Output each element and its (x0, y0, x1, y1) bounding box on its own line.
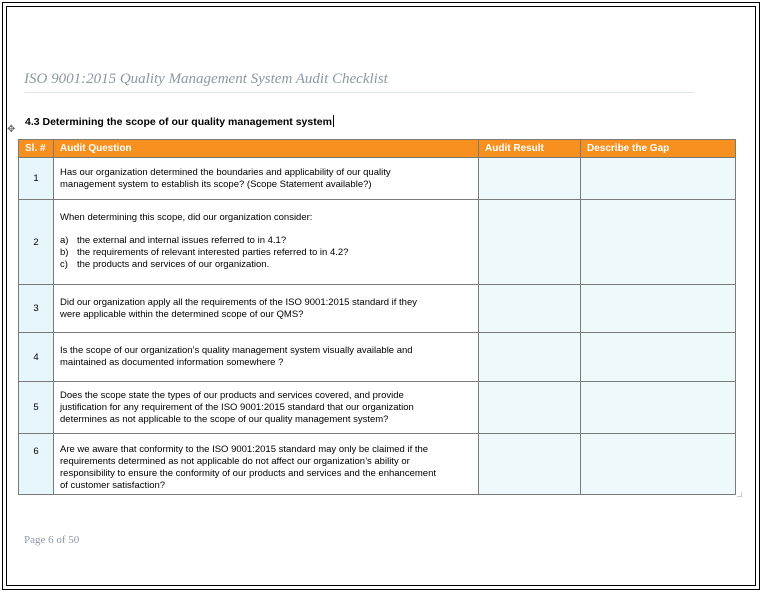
question-line: Is the scope of our organization’s quality management system visually available and (60, 345, 413, 356)
audit-result-cell[interactable] (479, 285, 581, 333)
question-line: justification for any requirement of the ISO 9001:2015 standard that our organization (60, 401, 414, 413)
question-cell[interactable] (54, 434, 479, 495)
gap-description-cell[interactable] (581, 382, 736, 434)
row-number: 2 (19, 200, 54, 285)
option-label: c) (60, 259, 68, 270)
question-line: management system to establish its scope? (Scope Statement available?) (60, 178, 372, 190)
question-line: Has our organization determined the boundaries and applicability of our quality (60, 166, 391, 178)
section-heading[interactable] (25, 115, 334, 128)
row-number: 6 (19, 434, 54, 495)
question-line: were applicable within the determined scope of our QMS? (60, 308, 304, 320)
option-label: a) (60, 235, 69, 246)
question-cell[interactable] (54, 158, 479, 200)
audit-result-cell[interactable] (479, 200, 581, 285)
text-cursor-icon (333, 115, 334, 127)
audit-result-cell[interactable] (479, 434, 581, 495)
question-line: When determining this scope, did our organization consider: (60, 212, 313, 223)
question-line: Did our organization apply all the requirements of the ISO 9001:2015 standard if they (60, 296, 417, 308)
section-heading-text: 4.3 Determining the scope of our quality management system (25, 116, 332, 128)
question-line: requirements determined as not applicable do not affect our organization’s ability or (60, 456, 410, 467)
title-divider (24, 92, 694, 93)
question-option (60, 259, 472, 271)
gap-description-cell[interactable] (581, 333, 736, 382)
question-line: Does the scope state the types of our products and services covered, and provide (60, 389, 404, 401)
question-option (60, 235, 472, 247)
gap-description-cell[interactable] (581, 200, 736, 285)
audit-result-cell[interactable] (479, 382, 581, 434)
audit-result-cell[interactable] (479, 333, 581, 382)
question-cell[interactable] (54, 333, 479, 382)
question-line: of customer satisfaction? (60, 480, 166, 491)
option-text: the products and services of our organization. (77, 259, 270, 270)
option-text: the requirements of relevant interested parties referred to in 4.2? (77, 247, 349, 258)
question-cell[interactable] (54, 382, 479, 434)
question-line: responsibility to ensure the conformity of our products and services and the enhancement (60, 468, 436, 479)
header-result: Audit Result (479, 140, 581, 158)
header-question: Audit Question (54, 140, 479, 158)
header-gap: Describe the Gap (581, 140, 736, 158)
question-option (60, 247, 472, 259)
table-row (19, 434, 736, 495)
row-number: 4 (19, 333, 54, 382)
table-row (19, 158, 736, 200)
table-row (19, 200, 736, 285)
page-number: Page 6 of 50 (24, 534, 80, 546)
table-move-handle-icon[interactable]: ✥ (7, 124, 16, 135)
table-header-row (19, 140, 736, 158)
question-line: determines as not applicable to the scope of our quality management system? (60, 413, 389, 425)
header-number: Sl. # (19, 140, 54, 158)
gap-description-cell[interactable] (581, 285, 736, 333)
question-line: Are we aware that conformity to the ISO 9001:2015 standard may only be claimed if the (60, 444, 429, 455)
row-number: 3 (19, 285, 54, 333)
question-cell[interactable] (54, 200, 479, 285)
table-row (19, 333, 736, 382)
table-row (19, 382, 736, 434)
question-line: maintained as documented information somewhere ? (60, 357, 284, 368)
question-cell[interactable] (54, 285, 479, 333)
option-text: the external and internal issues referred to in 4.1? (77, 235, 287, 246)
table-row (19, 285, 736, 333)
row-number: 5 (19, 382, 54, 434)
gap-description-cell[interactable] (581, 158, 736, 200)
audit-result-cell[interactable] (479, 158, 581, 200)
document-title: ISO 9001:2015 Quality Management System Audit Checklist (24, 71, 388, 87)
gap-description-cell[interactable] (581, 434, 736, 495)
table-end-mark (737, 492, 742, 497)
option-label: b) (60, 247, 69, 258)
audit-checklist-table (18, 139, 736, 495)
row-number: 1 (19, 158, 54, 200)
